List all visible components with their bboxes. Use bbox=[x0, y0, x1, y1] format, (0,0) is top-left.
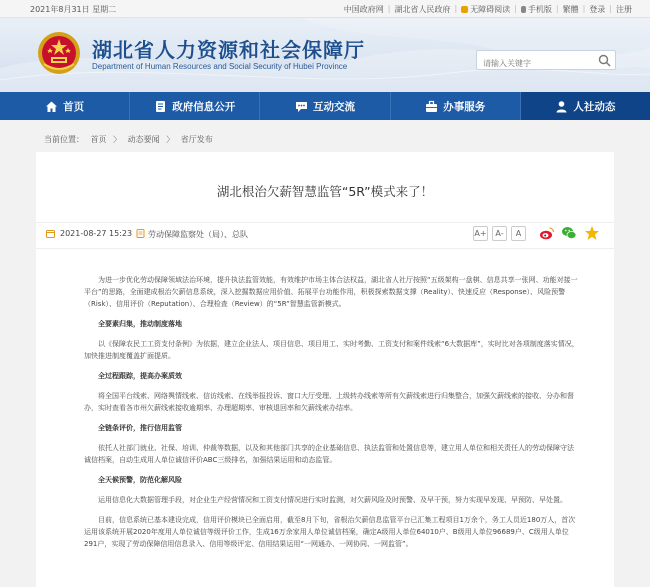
breadcrumb-separator: 〉 bbox=[166, 135, 175, 144]
chat-icon bbox=[295, 100, 308, 113]
article-date: 2021-08-27 15:23 bbox=[60, 229, 133, 238]
favorite-star-icon[interactable] bbox=[584, 225, 600, 241]
link-register[interactable]: 注册 bbox=[616, 5, 632, 14]
paragraph: 依托人社部门就业、社保、培训、仲裁等数据，以及和其他部门共享的企业基础信息、执法监管和处置信息等，建立用人单位和相关责任人的劳动保障守法诚信档案，自动生成用人单位诚信评价ABC三级排名，加强结果运用和动态监管。 bbox=[84, 444, 574, 464]
weibo-icon[interactable] bbox=[539, 225, 555, 241]
breadcrumb-separator: 〉 bbox=[113, 135, 122, 144]
mobile-label: 手机版 bbox=[527, 5, 552, 14]
nav-item-label: 互动交流 bbox=[313, 100, 355, 113]
paragraph: 将全国平台线索、网络舆情线索、信访线索、在线举报投诉、窗口大厅受理、上级转办线索等所有欠薪线索进行归集整合，加强欠薪线索的接收、分办和督办，实时查看各市州欠薪线索接收逾期率、办理超期率、审核退回率和欠薪线索办结率。 bbox=[84, 392, 574, 412]
divider: | bbox=[555, 4, 559, 13]
nav-item-label: 办事服务 bbox=[443, 100, 486, 113]
font-increase-button[interactable]: A+ bbox=[473, 226, 488, 241]
nav-item-home[interactable] bbox=[0, 92, 130, 120]
article-body bbox=[84, 274, 580, 558]
top-bar bbox=[0, 0, 650, 18]
link-accessibility[interactable] bbox=[457, 4, 514, 15]
breadcrumb bbox=[44, 134, 217, 145]
paragraph: 为进一步优化劳动保障领域法治环境，提升执法监管效能，有效维护市场主体合法权益，湖北省人社厅按照“五级架构一盘棋、信息共享一张网、功能对接一平台”的思路，全面建成根治欠薪信息系统，深入挖掘数据应用价值、拓展平台功能作用，积极探索数据支撑（Reality）、快速反应（Response）、风险预警（Risk）、信用评价（Reputation）、合理检查（Review）的“5R”智慧监管新模式。 bbox=[84, 276, 578, 308]
breadcrumb-release[interactable]: 省厅发布 bbox=[180, 135, 213, 144]
document-icon bbox=[154, 100, 167, 113]
accessibility-icon bbox=[461, 6, 468, 13]
link-login[interactable]: 登录 bbox=[589, 5, 606, 14]
section-heading: 全链条评价，推行信用监管 bbox=[98, 424, 182, 432]
divider: | bbox=[387, 4, 391, 13]
current-date: 2021年8月31日 星期二 bbox=[30, 5, 117, 14]
nav-item-gov-info[interactable] bbox=[130, 92, 260, 120]
nav-item-hrss-news[interactable] bbox=[521, 92, 650, 120]
font-reset-button[interactable]: A bbox=[511, 226, 526, 241]
font-decrease-button[interactable]: A- bbox=[492, 226, 507, 241]
breadcrumb-prefix: 当前位置： bbox=[44, 135, 84, 144]
paragraph: 运用信息化大数据管理手段，对企业生产经营情况和工资支付情况进行实时监测，对欠薪风险及时预警、及早干预，努力实现早发现、早预防、早处置。 bbox=[98, 496, 567, 504]
main-nav bbox=[0, 92, 650, 120]
link-mobile[interactable] bbox=[517, 4, 556, 15]
site-subtitle: Department of Human Resources and Social Security of Hubei Province bbox=[92, 62, 348, 71]
nav-item-label: 首页 bbox=[63, 100, 85, 113]
divider bbox=[36, 248, 614, 249]
section-heading: 全要素归集，推动制度落地 bbox=[98, 320, 182, 328]
top-links bbox=[340, 4, 636, 15]
section-heading: 全过程跟踪，提高办案质效 bbox=[98, 372, 182, 380]
accessibility-label: 无障碍阅读 bbox=[470, 5, 511, 14]
source-icon bbox=[136, 229, 145, 238]
site-header bbox=[0, 18, 650, 92]
section-heading: 全天候预警，防范化解风险 bbox=[98, 476, 182, 484]
divider: | bbox=[582, 4, 586, 13]
article-source: 劳动保障监察处（局）、总队 bbox=[148, 230, 248, 239]
mobile-icon bbox=[521, 6, 526, 13]
link-gov-cn[interactable]: 中国政府网 bbox=[343, 5, 384, 14]
article-meta bbox=[36, 222, 614, 248]
site-title[interactable]: 湖北省人力资源和社会保障厅 bbox=[92, 38, 365, 62]
search-input[interactable] bbox=[477, 55, 589, 73]
article-title: 湖北根治欠薪智慧监管“5R”模式来了！ bbox=[216, 184, 434, 199]
link-hubei-gov[interactable]: 湖北省人民政府 bbox=[394, 5, 451, 14]
breadcrumb-home[interactable]: 首页 bbox=[90, 135, 107, 144]
home-icon bbox=[45, 100, 58, 113]
calendar-icon bbox=[46, 229, 55, 238]
divider bbox=[36, 222, 614, 223]
article-panel bbox=[36, 152, 614, 587]
briefcase-icon bbox=[425, 100, 438, 113]
divider: | bbox=[514, 4, 517, 13]
wechat-icon[interactable] bbox=[561, 225, 577, 241]
nav-item-label: 人社动态 bbox=[573, 100, 616, 113]
breadcrumb-news[interactable]: 动态要闻 bbox=[127, 135, 160, 144]
search-box bbox=[476, 50, 616, 70]
divider: | bbox=[454, 4, 458, 13]
paragraph: 以《保障农民工工资支付条例》为依据，建立企业法人、项目信息、项目用工、实时考勤、工资支付和案件线索“6大数据库”，实时比对各项制度落实情况，加快推进制度覆盖扩面提质。 bbox=[84, 340, 579, 360]
national-emblem-icon bbox=[36, 30, 82, 76]
nav-item-services[interactable] bbox=[391, 92, 521, 120]
link-traditional[interactable]: 繁體 bbox=[562, 5, 579, 14]
nav-item-label: 政府信息公开 bbox=[172, 100, 236, 113]
paragraph: 目前，信息系统已基本建设完成，信用评价模块已全面启用，截至8月下旬，省根治欠薪信息监管平台已汇集工程项目1万余个，务工人员近180万人，首次运用该系统开展2020年度用人单位诚信等级评价工作，生成16万余家用人单位诚信档案，确定A级用人单位64010户、B级用人单位96689户、C级用人单位291户，实现了劳动保障信用信息录入、信用等级评定、信用结果运用“一网通办、一网协同、一网监管”。 bbox=[84, 516, 576, 548]
nav-item-interaction[interactable] bbox=[260, 92, 390, 120]
person-icon bbox=[555, 100, 568, 113]
divider: | bbox=[609, 4, 612, 13]
search-icon[interactable] bbox=[598, 54, 611, 67]
